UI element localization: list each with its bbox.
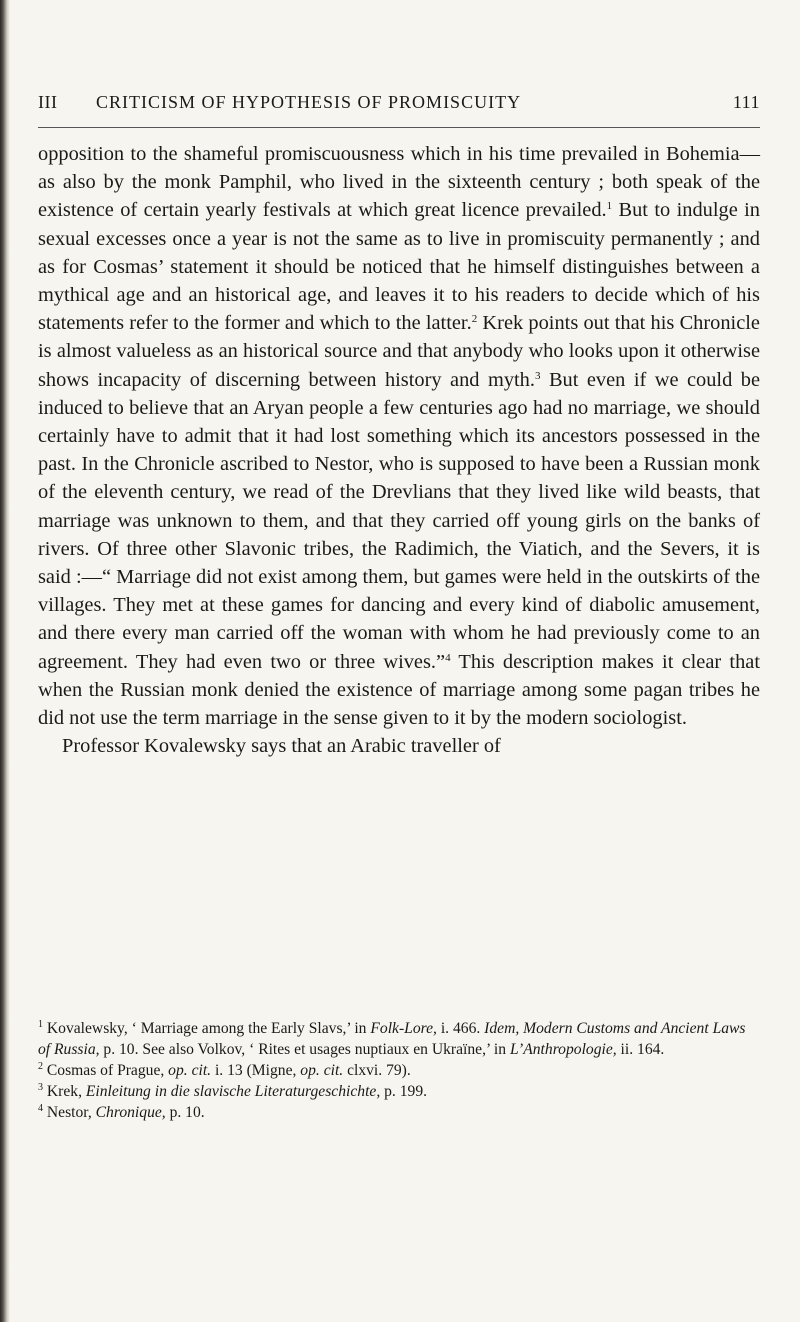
running-title: CRITICISM OF HYPOTHESIS OF PROMISCUITY (96, 92, 522, 112)
paragraph (38, 732, 760, 760)
header-rule (38, 127, 760, 128)
italic-text: Einleitung in die slavische Literaturgeschichte, (85, 1083, 381, 1100)
italic-text: Chronique, (95, 1104, 166, 1121)
text-run: Kovalewsky, ‘ Marriage among the Early Slavs,’ in (43, 1020, 371, 1037)
footnote-ref: 4 (445, 651, 451, 664)
footnote-ref: 1 (606, 200, 613, 213)
text-run: Professor Kovalewsky says that an Arabic traveller of (62, 735, 501, 758)
body-text (38, 140, 760, 760)
italic-text: op. cit. (300, 1062, 344, 1079)
text-run: Krek, (43, 1083, 86, 1100)
text-run: ii. 164. (616, 1041, 665, 1058)
footnote (38, 1102, 760, 1123)
text-run: i. 466. (436, 1020, 485, 1037)
text-run: Krek points out that his Chronicle is almost valueless as an historical source and that anybody who looks upon it otherwise shows incapacity of discerning between history and myth. (38, 312, 760, 391)
text-run: Cosmas of Prague, (43, 1062, 169, 1079)
text-run: i. 13 (Migne, (211, 1062, 301, 1079)
footnote-number: 4 (38, 1103, 43, 1114)
paragraph (38, 140, 760, 732)
footnote (38, 1081, 760, 1102)
italic-text: op. cit. (168, 1062, 212, 1079)
text-run: But even if we could be induced to believe that an Aryan people a few centuries ago had no marriage, we should certainly have to admit that it had lost something which its ancestors possessed in the past. In the Chronicle ascribed to Nestor, who is supposed to have been a Russian monk of the eleventh century, we read of the Drevlians that they lived like wild beasts, that marriage was unknown to them, and that they carried off young girls on the banks of rivers. Of three other Slavonic tribes, the Radimich, the Viatich, and the Severs, it is said :—“ Marriage did not exist among them, but games were held in the outskirts of the villages. They met at these games for dancing and every kind of diabolic amusement, and there every man carried off the woman with whom he had previously come to an agreement. They had even two or three wives.” (38, 368, 761, 673)
italic-text: L’Anthropologie, (509, 1041, 617, 1058)
text-run: Nestor, (43, 1104, 96, 1121)
text-run: p. 10. See also Volkov, ‘ Rites et usages nuptiaux en Ukraïne,’ in (99, 1041, 510, 1058)
page-number: 111 (732, 92, 760, 112)
text-run: p. 199. (380, 1083, 428, 1100)
footnote-number: 2 (38, 1061, 43, 1072)
footnote-ref: 2 (471, 313, 478, 326)
chapter-number: III (38, 92, 58, 112)
footnote-number: 1 (38, 1019, 43, 1030)
running-head (38, 92, 760, 116)
text-run: p. 10. (165, 1104, 205, 1121)
text-run: This description makes it clear that when the Russian monk denied the existence of marriage among some pagan tribes he did not use the term marriage in the sense given to it by the modern sociologist. (38, 650, 760, 730)
text-run: But to indulge in sexual excesses once a year is not the same as to live in promiscuity permanently ; and as for Cosmas’ statement it should be noticed that he himself distinguishes between a mythical age and an historical age, and leaves it to his readers to decide which of his statements refer to the former and which to the latter. (38, 199, 760, 335)
book-spine-shadow (0, 0, 10, 1322)
text-run: opposition to the shameful promiscuousness which in his time prevailed in Bohemia—as also by the monk Pamphil, who lived in the sixteenth century ; both speak of the existence of certain yearly festivals at which great licence prevailed. (38, 143, 760, 222)
italic-text: Folk-Lore, (370, 1020, 437, 1037)
footnote-ref: 3 (534, 369, 541, 382)
footnote (38, 1060, 760, 1081)
text-run: clxvi. 79). (343, 1062, 411, 1079)
italic-text: Idem, Modern Customs and Ancient Laws of Russia, (38, 1020, 746, 1058)
footnotes (38, 1018, 760, 1123)
footnote-number: 3 (38, 1082, 43, 1093)
footnote (38, 1018, 760, 1060)
